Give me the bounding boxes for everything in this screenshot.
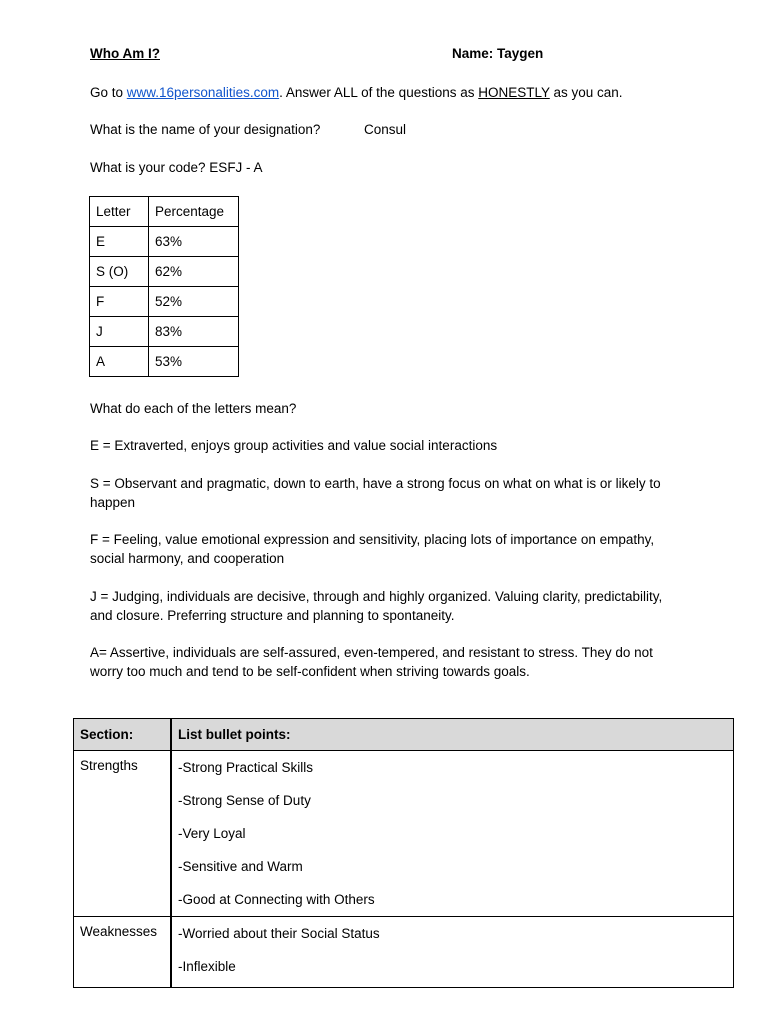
meaning-s: S = Observant and pragmatic, down to earth, have a strong focus on what on what is or likely to happen: [90, 476, 661, 510]
list-item: -Good at Connecting with Others: [178, 892, 375, 907]
table-row: [90, 317, 239, 347]
meaning-a: A= Assertive, individuals are self-assured, even-tempered, and resistant to stress. They do not worry too much and tend to be self-confident when striving towards goals.: [90, 645, 653, 679]
instructions: [90, 85, 623, 100]
percentage-cell: 63%: [149, 227, 239, 257]
letter-cell: E: [90, 227, 149, 257]
weaknesses-list: [171, 917, 734, 988]
header-letter: Letter: [90, 197, 149, 227]
sections-table: [73, 718, 734, 988]
strengths-label: Strengths: [74, 751, 172, 917]
percentage-cell: 83%: [149, 317, 239, 347]
meanings-question: What do each of the letters mean?: [90, 401, 297, 416]
table-row: [90, 287, 239, 317]
letter-cell: J: [90, 317, 149, 347]
designation-answer: Consul: [364, 122, 407, 137]
page-title: Who Am I?: [90, 46, 160, 61]
letter-cell: S (O): [90, 257, 149, 287]
website-link[interactable]: www.16personalities.com: [126, 85, 280, 100]
list-item: -Inflexible: [178, 959, 236, 974]
instructions-pre: Go to: [90, 85, 127, 100]
list-item: -Sensitive and Warm: [178, 859, 303, 874]
list-item: -Strong Practical Skills: [178, 760, 314, 775]
list-item: -Very Loyal: [178, 826, 246, 841]
list-item: -Strong Sense of Duty: [178, 793, 311, 808]
student-name: Name: Taygen: [452, 46, 544, 61]
code-question: What is your code? ESFJ - A: [90, 160, 263, 175]
header-section: Section:: [74, 719, 172, 751]
letter-cell: F: [90, 287, 149, 317]
strengths-list: [171, 751, 734, 917]
percentage-cell: 62%: [149, 257, 239, 287]
table-header-row: [90, 197, 239, 227]
honestly-emphasis: HONESTLY: [478, 85, 550, 100]
weaknesses-row: [74, 917, 734, 988]
table-row: [90, 347, 239, 377]
percentage-cell: 52%: [149, 287, 239, 317]
instructions-mid: . Answer ALL of the questions as: [279, 85, 479, 100]
meaning-j: J = Judging, individuals are decisive, through and highly organized. Valuing clarity, predictability, and closure. Preferring structure and planning to spontaneity.: [90, 589, 663, 623]
letters-table: [89, 196, 239, 377]
header-bullets: List bullet points:: [171, 719, 734, 751]
letter-cell: A: [90, 347, 149, 377]
table-row: [90, 257, 239, 287]
strengths-row: [74, 751, 734, 917]
table-row: [90, 227, 239, 257]
weaknesses-label: Weaknesses: [74, 917, 172, 988]
meaning-f: F = Feeling, value emotional expression and sensitivity, placing lots of importance on empathy, social harmony, and cooperation: [90, 532, 655, 566]
meaning-e: E = Extraverted, enjoys group activities and value social interactions: [90, 438, 498, 453]
percentage-cell: 53%: [149, 347, 239, 377]
header-percentage: Percentage: [149, 197, 239, 227]
instructions-post: as you can.: [549, 85, 623, 100]
sections-header-row: [74, 719, 734, 751]
designation-question: What is the name of your designation?: [90, 122, 321, 137]
list-item: -Worried about their Social Status: [178, 926, 380, 941]
